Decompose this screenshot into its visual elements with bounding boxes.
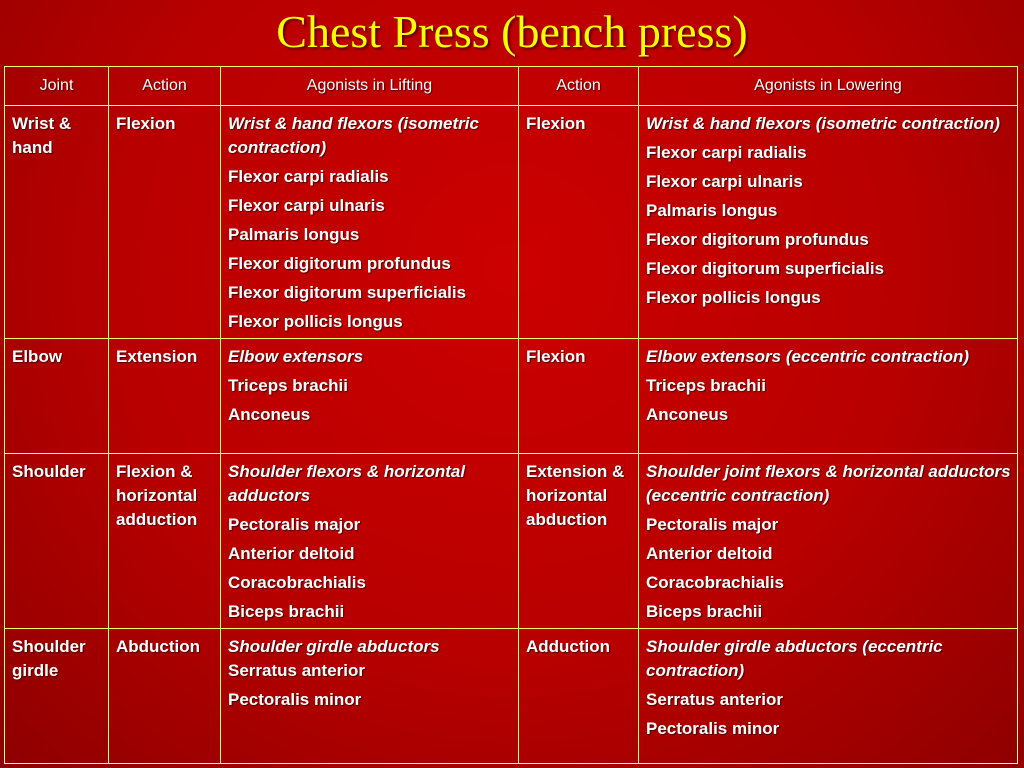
muscle-group: Shoulder girdle abductors	[228, 637, 440, 656]
muscle-item: Triceps brachii	[646, 376, 766, 395]
muscle-item: Pectoralis major	[228, 515, 361, 534]
lower-agonists-cell	[639, 106, 1018, 339]
muscle-item: Serratus anterior	[228, 661, 365, 680]
joint-cell	[5, 629, 109, 764]
lift-action-cell	[109, 454, 221, 629]
muscle-item: Flexor carpi radialis	[228, 167, 389, 186]
table-row	[5, 629, 1018, 764]
muscle-item: Flexor carpi ulnaris	[646, 172, 803, 191]
joint-cell	[5, 339, 109, 454]
muscle-item: Flexor digitorum profundus	[646, 230, 869, 249]
lift-action-cell	[109, 629, 221, 764]
header-lift-action: Action	[109, 67, 221, 106]
joint-text: Elbow	[12, 347, 63, 366]
muscle-group: Shoulder joint flexors & horizontal adductors (eccentric contraction)	[646, 462, 1011, 505]
lower-action-text: Flexion	[526, 114, 586, 133]
muscle-item: Serratus anterior	[646, 690, 783, 709]
lift-action-text: Extension	[116, 347, 198, 366]
muscle-group: Elbow extensors (eccentric contraction)	[646, 347, 970, 366]
lift-action-text: Flexion	[116, 114, 176, 133]
lift-agonists-cell	[221, 106, 519, 339]
muscle-item: Coracobrachialis	[646, 573, 784, 592]
lower-action-text: Flexion	[526, 347, 586, 366]
header-row	[5, 67, 1018, 106]
muscle-item: Flexor digitorum superficialis	[228, 283, 467, 302]
muscle-item: Triceps brachii	[228, 376, 348, 395]
joint-text: Shoulder	[12, 462, 86, 481]
muscle-item: Palmaris longus	[228, 225, 360, 244]
muscle-group: Wrist & hand flexors (isometric contraction)	[646, 114, 1000, 133]
muscle-item: Biceps brachii	[646, 602, 763, 621]
lift-action-text: Abduction	[116, 637, 201, 656]
muscle-item: Flexor carpi ulnaris	[228, 196, 385, 215]
lower-action-text: Extension & horizontal abduction	[526, 462, 625, 529]
joint-cell	[5, 454, 109, 629]
header-lower-action: Action	[519, 67, 639, 106]
muscle-group: Shoulder girdle abductors (eccentric contraction)	[646, 637, 943, 680]
muscle-group: Elbow extensors	[228, 347, 364, 366]
lift-action-cell	[109, 106, 221, 339]
table-row	[5, 106, 1018, 339]
chest-press-table	[4, 66, 1018, 764]
joint-text: Wrist & hand	[12, 114, 72, 157]
lower-action-text: Adduction	[526, 637, 611, 656]
lower-agonists-cell	[639, 454, 1018, 629]
joint-text: Shoulder girdle	[12, 637, 86, 680]
slide-title: Chest Press (bench press)	[276, 6, 748, 57]
muscle-group: Shoulder flexors & horizontal adductors	[228, 462, 466, 505]
header-agonists-lowering: Agonists in Lowering	[639, 67, 1018, 106]
muscle-item: Pectoralis minor	[646, 719, 780, 738]
muscle-item: Flexor pollicis longus	[228, 312, 403, 331]
lower-action-cell	[519, 629, 639, 764]
muscle-item: Pectoralis major	[646, 515, 779, 534]
muscle-item: Biceps brachii	[228, 602, 345, 621]
lower-action-cell	[519, 454, 639, 629]
lower-agonists-cell	[639, 339, 1018, 454]
muscle-item: Flexor pollicis longus	[646, 288, 821, 307]
lift-action-cell	[109, 339, 221, 454]
muscle-item: Coracobrachialis	[228, 573, 366, 592]
header-agonists-lifting: Agonists in Lifting	[221, 67, 519, 106]
muscle-group: Wrist & hand flexors (isometric contraction)	[228, 114, 479, 157]
muscle-item: Anterior deltoid	[646, 544, 773, 563]
header-joint: Joint	[5, 67, 109, 106]
muscle-item: Anconeus	[646, 405, 729, 424]
muscle-item: Flexor digitorum profundus	[228, 254, 451, 273]
muscle-item: Pectoralis minor	[228, 690, 362, 709]
lower-action-cell	[519, 339, 639, 454]
table-row	[5, 339, 1018, 454]
lower-action-cell	[519, 106, 639, 339]
lift-action-text: Flexion & horizontal adduction	[116, 462, 198, 529]
lift-agonists-cell	[221, 454, 519, 629]
muscle-item: Anconeus	[228, 405, 311, 424]
muscle-item: Flexor digitorum superficialis	[646, 259, 885, 278]
lower-agonists-cell	[639, 629, 1018, 764]
joint-cell	[5, 106, 109, 339]
muscle-item: Flexor carpi radialis	[646, 143, 807, 162]
lift-agonists-cell	[221, 629, 519, 764]
table-row	[5, 454, 1018, 629]
muscle-item: Palmaris longus	[646, 201, 778, 220]
lift-agonists-cell	[221, 339, 519, 454]
muscle-item: Anterior deltoid	[228, 544, 355, 563]
